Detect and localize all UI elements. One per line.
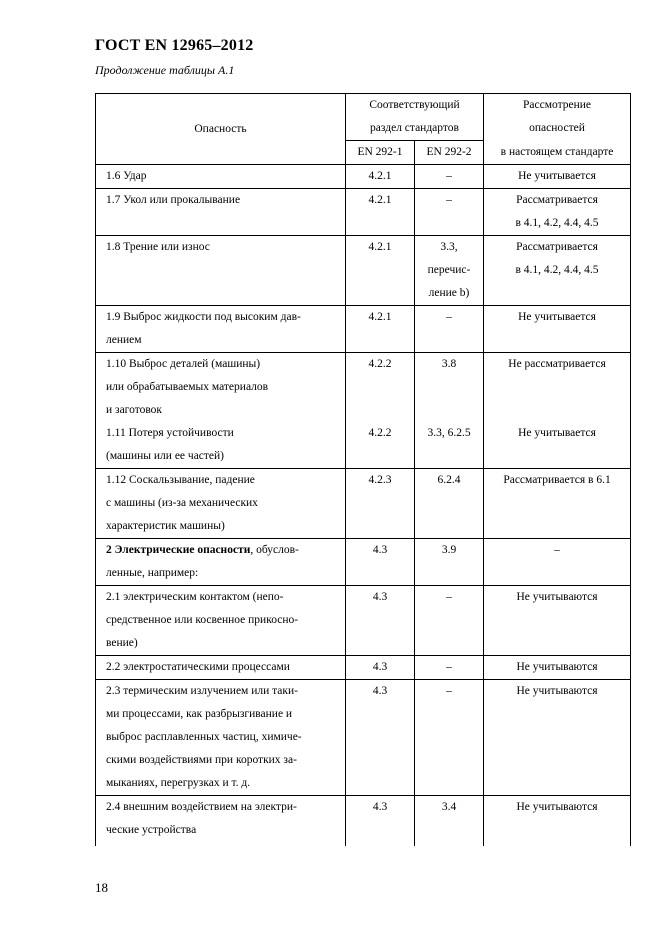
table-row <box>96 422 631 469</box>
en-292-1-cell: 4.3 <box>346 796 415 847</box>
en-292-1-cell: 4.2.1 <box>346 165 415 189</box>
en-292-1-cell: 4.3 <box>346 656 415 680</box>
en-292-2-cell: – <box>415 189 484 236</box>
consideration-cell: Рассматривается в 4.1, 4.2, 4.4, 4.5 <box>484 236 631 306</box>
table-row <box>96 656 631 680</box>
en-292-2-cell: – <box>415 656 484 680</box>
hazard-cell: 1.9 Выброс жидкости под высоким дав- лением <box>96 306 346 353</box>
en-292-2-cell: – <box>415 165 484 189</box>
table-row <box>96 469 631 539</box>
en-292-2-cell: – <box>415 306 484 353</box>
header-consideration-bottom: в настоящем стандарте <box>484 141 631 165</box>
hazard-cell: 1.7 Укол или прокалывание <box>96 189 346 236</box>
table-row <box>96 165 631 189</box>
hazard-group-text: , обуслов- ленные, например: <box>106 544 299 579</box>
en-292-1-cell: 4.2.2 <box>346 422 415 469</box>
table-row <box>96 586 631 656</box>
table-row <box>96 539 631 586</box>
consideration-cell: Не учитывается <box>484 165 631 189</box>
en-292-2-cell: – <box>415 680 484 796</box>
consideration-cell: Рассматривается в 4.1, 4.2, 4.4, 4.5 <box>484 189 631 236</box>
table-row <box>96 353 631 423</box>
consideration-cell: Не рассматривается <box>484 353 631 423</box>
hazard-cell: 2.2 электростатическими процессами <box>96 656 346 680</box>
table-continuation-caption: Продолжение таблицы А.1 <box>95 63 235 77</box>
en-292-2-cell: 3.8 <box>415 353 484 423</box>
header-en-292-1: EN 292-1 <box>346 141 415 165</box>
table-row <box>96 306 631 353</box>
header-en-292-2: EN 292-2 <box>415 141 484 165</box>
en-292-2-cell: 3.4 <box>415 796 484 847</box>
page-number: 18 <box>95 880 108 895</box>
consideration-cell: Рассматривается в 6.1 <box>484 469 631 539</box>
en-292-1-cell: 4.2.2 <box>346 353 415 423</box>
document-title: ГОСТ EN 12965–2012 <box>95 37 254 54</box>
consideration-cell: Не учитывается <box>484 422 631 469</box>
en-292-2-cell: 3.9 <box>415 539 484 586</box>
table-row <box>96 796 631 847</box>
hazard-cell <box>96 539 346 586</box>
en-292-2-cell: 3.3, 6.2.5 <box>415 422 484 469</box>
en-292-1-cell: 4.3 <box>346 539 415 586</box>
consideration-cell: – <box>484 539 631 586</box>
en-292-1-cell: 4.3 <box>346 586 415 656</box>
header-consideration-top: Рассмотрение опасностей <box>484 94 631 141</box>
en-292-2-cell: – <box>415 586 484 656</box>
table-row <box>96 189 631 236</box>
hazard-cell: 2.3 термическим излучением или таки- ми процессами, как разбрызгивание и выброс расплавленных частиц, химиче- скими воздействиями при коротких за- мыканиях, перегрузках и т. д. <box>96 680 346 796</box>
hazard-cell: 1.12 Соскальзывание, падение с машины (из-за механических характеристик машины) <box>96 469 346 539</box>
en-292-2-cell: 6.2.4 <box>415 469 484 539</box>
consideration-cell: Не учитываются <box>484 680 631 796</box>
consideration-cell: Не учитываются <box>484 656 631 680</box>
hazard-table <box>95 93 631 846</box>
en-292-1-cell: 4.3 <box>346 680 415 796</box>
consideration-cell: Не учитывается <box>484 306 631 353</box>
hazard-cell: 1.11 Потеря устойчивости (машины или ее частей) <box>96 422 346 469</box>
en-292-1-cell: 4.2.3 <box>346 469 415 539</box>
header-hazard: Опасность <box>96 94 346 165</box>
hazard-cell: 1.8 Трение или износ <box>96 236 346 306</box>
table-row <box>96 236 631 306</box>
en-292-1-cell: 4.2.1 <box>346 236 415 306</box>
en-292-1-cell: 4.2.1 <box>346 189 415 236</box>
en-292-1-cell: 4.2.1 <box>346 306 415 353</box>
hazard-cell: 2.4 внешним воздействием на электри- ческие устройства <box>96 796 346 847</box>
header-section: Соответствующий раздел стандартов <box>346 94 484 141</box>
hazard-cell: 1.10 Выброс деталей (машины) или обрабатываемых материалов и заготовок <box>96 353 346 423</box>
hazard-cell: 2.1 электрическим контактом (непо- средственное или косвенное прикосно- вение) <box>96 586 346 656</box>
hazard-group-title: 2 Электрические опасности <box>106 544 251 556</box>
en-292-2-cell: 3.3, перечис- ление b) <box>415 236 484 306</box>
consideration-cell: Не учитываются <box>484 796 631 847</box>
hazard-cell: 1.6 Удар <box>96 165 346 189</box>
table-row <box>96 680 631 796</box>
consideration-cell: Не учитываются <box>484 586 631 656</box>
